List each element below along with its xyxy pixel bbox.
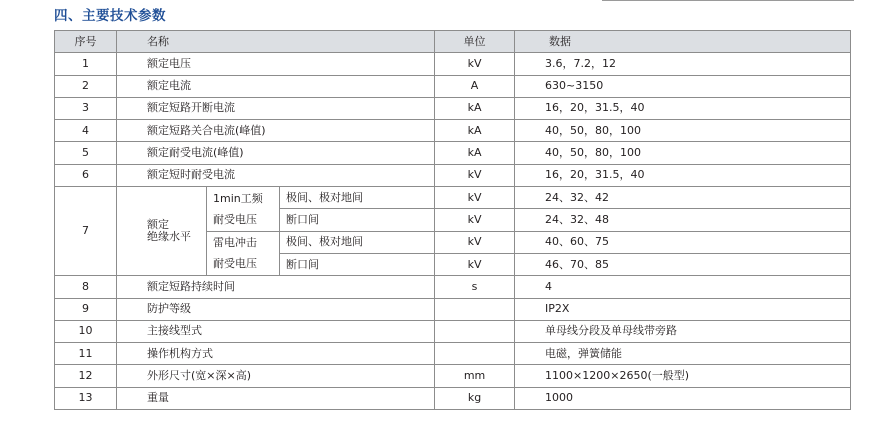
row-unit: kV [435, 209, 515, 231]
row-unit: kV [435, 53, 515, 75]
row-name: 额定耐受电流(峰值) [117, 142, 435, 164]
row-name: 防护等级 [117, 298, 435, 320]
row-data: 40，50，80，100 [515, 120, 851, 142]
row-no: 9 [55, 298, 117, 320]
sub-label: 极间、极对地间 [280, 231, 435, 253]
lightning-impulse-group [207, 231, 280, 276]
table-row [55, 387, 851, 409]
row-unit [435, 298, 515, 320]
row-no: 12 [55, 365, 117, 387]
lightning-impulse-line2: 耐受电压 [213, 257, 257, 271]
row-unit: kA [435, 97, 515, 119]
top-divider [602, 0, 854, 1]
power-frequency-line2: 耐受电压 [213, 212, 257, 226]
header-no: 序号 [55, 31, 117, 53]
insulation-name-line2: 绝缘水平 [147, 230, 191, 244]
row-name: 额定短路持续时间 [117, 276, 435, 298]
row-name: 主接线型式 [117, 320, 435, 342]
row-unit [435, 320, 515, 342]
table-row [55, 164, 851, 186]
row-data: 1100×1200×2650(一般型) [515, 365, 851, 387]
table-header-row [55, 31, 851, 53]
row-no: 10 [55, 320, 117, 342]
row-data: 46、70、85 [515, 253, 851, 275]
lightning-impulse-line1: 雷电冲击 [213, 236, 257, 250]
row-name: 额定短路开断电流 [117, 97, 435, 119]
row-unit: kg [435, 387, 515, 409]
table-row [55, 276, 851, 298]
insulation-name [117, 187, 207, 276]
section-title: 四、主要技术参数 [54, 8, 166, 24]
insulation-name-line1: 额定 [147, 218, 169, 232]
row-unit: mm [435, 365, 515, 387]
row-unit: A [435, 75, 515, 97]
row-unit: kV [435, 231, 515, 253]
table-row [55, 320, 851, 342]
row-name: 额定电流 [117, 75, 435, 97]
header-data: 数据 [515, 31, 851, 53]
row-unit: kV [435, 253, 515, 275]
row-unit: kV [435, 164, 515, 186]
row-no: 8 [55, 276, 117, 298]
table-row [55, 365, 851, 387]
table-row [55, 97, 851, 119]
row-no: 4 [55, 120, 117, 142]
row-data: 电磁，弹簧储能 [515, 343, 851, 365]
row-no: 11 [55, 343, 117, 365]
row-data: 3.6，7.2，12 [515, 53, 851, 75]
row-data: 630~3150 [515, 75, 851, 97]
row-unit: kA [435, 120, 515, 142]
row-no: 2 [55, 75, 117, 97]
power-frequency-group [207, 187, 280, 232]
row-name: 额定电压 [117, 53, 435, 75]
sub-label: 断口间 [280, 253, 435, 275]
row-unit [435, 343, 515, 365]
row-name: 额定短路关合电流(峰值) [117, 120, 435, 142]
row-no: 3 [55, 97, 117, 119]
power-frequency-line1: 1min工频 [213, 191, 263, 205]
table-row [55, 142, 851, 164]
row-data: 16，20，31.5，40 [515, 97, 851, 119]
row-data: 40、60、75 [515, 231, 851, 253]
row-data: 1000 [515, 387, 851, 409]
row-data: 40，50，80，100 [515, 142, 851, 164]
row-data: 24、32、42 [515, 187, 851, 209]
row-name: 额定短时耐受电流 [117, 164, 435, 186]
table-row [55, 120, 851, 142]
row-name: 外形尺寸(宽×深×高) [117, 365, 435, 387]
header-unit: 单位 [435, 31, 515, 53]
sub-label: 断口间 [280, 209, 435, 231]
row-data: 16，20，31.5，40 [515, 164, 851, 186]
row-unit: kV [435, 187, 515, 209]
row-unit: kA [435, 142, 515, 164]
table-row [55, 343, 851, 365]
row-name: 操作机构方式 [117, 343, 435, 365]
row-no: 6 [55, 164, 117, 186]
spec-table [54, 30, 851, 410]
row-data: 24、32、48 [515, 209, 851, 231]
header-name: 名称 [117, 31, 435, 53]
row-name: 重量 [117, 387, 435, 409]
sub-label: 极间、极对地间 [280, 187, 435, 209]
table-row [55, 75, 851, 97]
row-data: 4 [515, 276, 851, 298]
row-data: 单母线分段及单母线带旁路 [515, 320, 851, 342]
row-unit: s [435, 276, 515, 298]
row-no: 13 [55, 387, 117, 409]
table-row [55, 298, 851, 320]
table-row [55, 53, 851, 75]
row-no: 7 [55, 187, 117, 276]
row-no: 5 [55, 142, 117, 164]
row-no: 1 [55, 53, 117, 75]
row-data: IP2X [515, 298, 851, 320]
table-row-insulation [55, 187, 851, 209]
